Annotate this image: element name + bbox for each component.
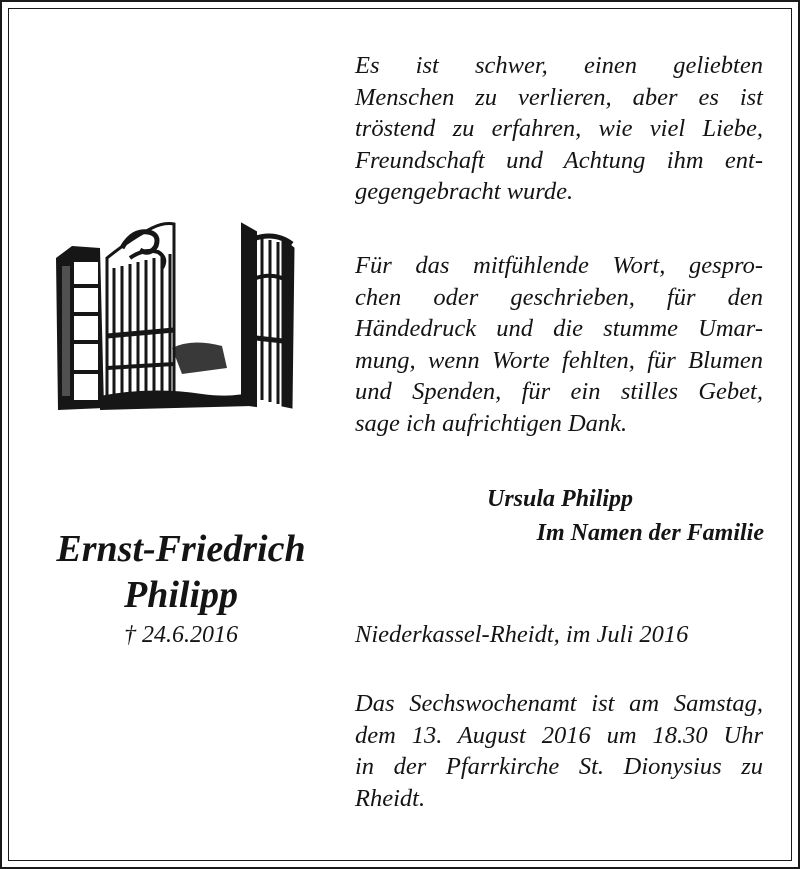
text-line: Das Sechswochenamt ist am Samstag, — [355, 690, 763, 717]
text-line: Für das mitfühlende Wort, gespro- — [355, 252, 763, 279]
text-line: gegengebracht wurde. — [355, 178, 574, 205]
text-line: tröstend zu erfahren, wie viel Liebe, — [355, 115, 763, 142]
signature-name: Ursula Philipp — [487, 486, 634, 512]
signature — [450, 482, 764, 550]
deceased-first-name: Ernst-Friedrich — [56, 528, 306, 570]
gratitude-paragraph-2 — [355, 250, 763, 439]
signature-family: Im Namen der Familie — [536, 520, 764, 546]
gratitude-paragraph-1 — [355, 50, 763, 208]
left-pillar — [56, 246, 104, 410]
gate-illustration — [52, 218, 298, 414]
text-line: Freundschaft und Achtung ihm ent- — [355, 146, 763, 174]
text-line: Es ist schwer, einen geliebten — [355, 52, 763, 79]
text-line: Händedruck und die stumme Umar- — [355, 315, 763, 342]
place-date: Niederkassel-Rheidt, im Juli 2016 — [355, 621, 689, 648]
death-date: † 24.6.2016 — [124, 622, 238, 648]
deceased-last-name: Philipp — [123, 574, 239, 616]
text-line: dem 13. August 2016 um 18.30 Uhr — [355, 721, 763, 749]
text-line: Rheidt. — [355, 784, 426, 812]
shrub — [172, 342, 227, 374]
text-line: und Spenden, für ein stilles Gebet, — [355, 378, 763, 405]
right-gate-leaf — [242, 224, 294, 408]
text-line: Menschen zu verlieren, aber es ist — [355, 83, 763, 111]
left-gate-leaf — [107, 224, 174, 407]
text-line: sage ich aufrichtigen Dank. — [355, 409, 628, 437]
text-line: mung, wenn Worte fehlten, für Blumen — [355, 346, 763, 374]
text-line: chen oder geschrieben, für den — [355, 283, 763, 311]
ground — [100, 390, 252, 410]
service-notice — [355, 688, 763, 814]
text-line: in der Pfarrkirche St. Dionysius zu — [355, 753, 763, 780]
